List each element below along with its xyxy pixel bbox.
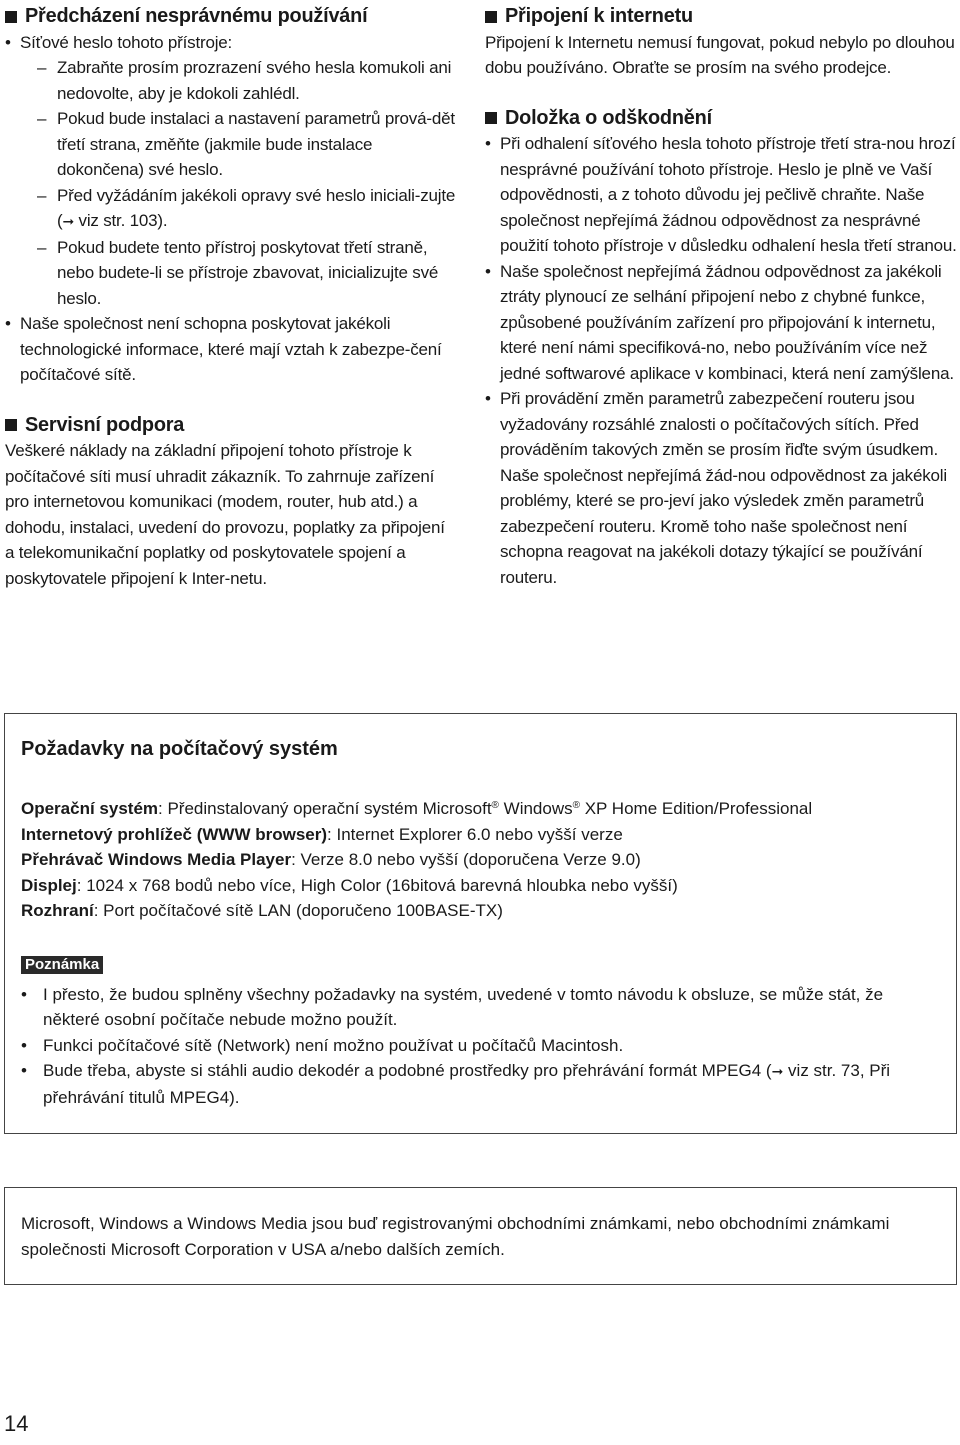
- square-bullet-icon: [485, 11, 497, 23]
- section-heading-service: Servisní podpora: [5, 413, 457, 439]
- square-bullet-icon: [485, 112, 497, 124]
- note-list: [21, 982, 940, 1111]
- list-item: • Naše společnost nepřejímá žádnou odpovědnost za jakékoli ztráty plynoucí ze selhání připojení nebo z chybné funkce, způsobené používáním zařízení pro připojování k internetu, které není námi specifiková-no, nebo používáním více než jedné softwarové aplikace v kombinaci, která není zamýšlena.: [485, 259, 957, 387]
- trademark-text: Microsoft, Windows a Windows Media jsou buď registrovanými obchodními známkami, nebo obchodními známkami společnosti Microsoft Corporation v USA a/nebo dalších zemích.: [21, 1214, 890, 1259]
- req-os: Operační systém: Předinstalovaný operační systém Microsoft® Windows® XP Home Edition/Professional: [21, 799, 813, 818]
- registered-mark: ®: [572, 800, 580, 811]
- note-badge: Poznámka: [21, 956, 103, 974]
- dash-list: [20, 55, 457, 311]
- service-paragraph: Veškeré náklady na základní připojení tohoto přístroje k počítačové síti musí uhradit zákazník. To zahrnuje zařízení pro internetovou komunikaci (modem, router, hub atd.) a dohodu, instalaci, uvedení do provozu, poplatky za připojení a telekomunikační poplatky od poskytovatele spojení a poskytovatele připojení k Inter-netu.: [5, 441, 445, 588]
- req-player: Přehrávač Windows Media Player: Verze 8.0 nebo vyšší (doporučena Verze 9.0): [21, 850, 641, 869]
- list-item: • I přesto, že budou splněny všechny požadavky na systém, uvedené v tomto návodu k obsluze, se může stát, že některé osobní počítače nebude možno použít.: [21, 982, 940, 1033]
- left-column: [5, 4, 457, 591]
- indemnity-list: [485, 131, 957, 590]
- req-display: Displej: 1024 x 768 bodů nebo více, High Color (16bitová barevná hloubka nebo vyšší): [21, 875, 678, 895]
- list-item: – Pokud budete tento přístroj poskytovat třetí straně, nebo budete-li se přístroje zbavovat, inicializujte své heslo.: [42, 235, 457, 312]
- right-column: [485, 4, 957, 590]
- list-item: • Síťové heslo tohoto přístroje: – Zabraňte prosím prozrazení svého hesla komukoli ani nedovolte, aby je kdokoli zahlédl. – Pokud bude instalaci a nastavení parametrů prová-dět třetí strana, změňte (jakmile bude instalace dokončena) své heslo. – Před vyžádáním jakékoli opravy své heslo iniciali-zujte (➞ viz str. 103). – Pokud budete tento přístroj poskytovat třetí straně, nebo budete-li se přístroje zbavovat, inicializujte své heslo.: [5, 30, 457, 312]
- section-heading-internet: Připojení k internetu: [485, 4, 957, 30]
- trademark-box: [4, 1187, 957, 1285]
- section-heading-misuse: Předcházení nesprávnému používání: [5, 4, 457, 30]
- list-item: – Zabraňte prosím prozrazení svého hesla komukoli ani nedovolte, aby je kdokoli zahlédl.: [42, 55, 457, 106]
- req-browser: Internetový prohlížeč (WWW browser): Internet Explorer 6.0 nebo vyšší verze: [21, 824, 623, 844]
- list-item: • Naše společnost není schopna poskytovat jakékoli technologické informace, které mají vztah k zabezpe-čení počítačové sítě.: [5, 311, 457, 388]
- requirements-list: [21, 793, 940, 924]
- registered-mark: ®: [491, 800, 499, 811]
- page-number: 14: [4, 1411, 29, 1436]
- list-item: • Při odhalení síťového hesla tohoto přístroje třetí stra-nou hrozí nesprávné používání tohoto přístroje. Heslo je plně ve Vaší odpovědnosti, a z tohoto důvodu jej pečlivě chraňte. Naše společnost nepřejímá žádnou odpovědnost za nesprávné použití tohoto přístroje v důsledku odhalení hesla třetí stranou.: [485, 131, 957, 259]
- requirements-title: Požadavky na počítačový systém: [21, 738, 338, 760]
- req-interface: Rozhraní: Port počítačové sítě LAN (doporučeno 100BASE-TX): [21, 901, 503, 920]
- internet-paragraph: Připojení k Internetu nemusí fungovat, pokud nebylo po dlouhou dobu používáno. Obraťte se prosím na svého prodejce.: [485, 32, 955, 77]
- list-item: • Funkci počítačové sítě (Network) není možno používat u počítačů Macintosh.: [21, 1033, 940, 1059]
- list-item: – Před vyžádáním jakékoli opravy své heslo iniciali-zujte (➞ viz str. 103).: [42, 183, 457, 235]
- list-item: • Bude třeba, abyste si stáhli audio dekodér a podobné prostředky pro přehrávání formát MPEG4 (➞ viz str. 73, Při přehrávání titulů MPEG4).: [21, 1058, 940, 1110]
- square-bullet-icon: [5, 419, 17, 431]
- arrow-right-icon: ➞: [62, 213, 74, 229]
- list-item: • Při provádění změn parametrů zabezpečení routeru jsou vyžadovány rozsáhlé znalosti o počítačových sítích. Před prováděním takových změn se prosím řiďte svým úsudkem. Naše společnost nepřejímá žád-nou odpovědnost za jakékoli problémy, které se pro-jeví jako výsledek změn parametrů zabezpečení routeru. Kromě toho naše společnost není schopna reagovat na jakékoli dotazy týkající se používání routeru.: [485, 386, 957, 590]
- requirements-box: [4, 713, 957, 1134]
- misuse-list: [5, 30, 457, 388]
- arrow-right-icon: ➞: [771, 1063, 784, 1079]
- list-item: – Pokud bude instalaci a nastavení parametrů prová-dět třetí strana, změňte (jakmile bude instalace dokončena) své heslo.: [42, 106, 457, 183]
- section-heading-indemnity: Doložka o odškodnění: [485, 106, 957, 132]
- square-bullet-icon: [5, 11, 17, 23]
